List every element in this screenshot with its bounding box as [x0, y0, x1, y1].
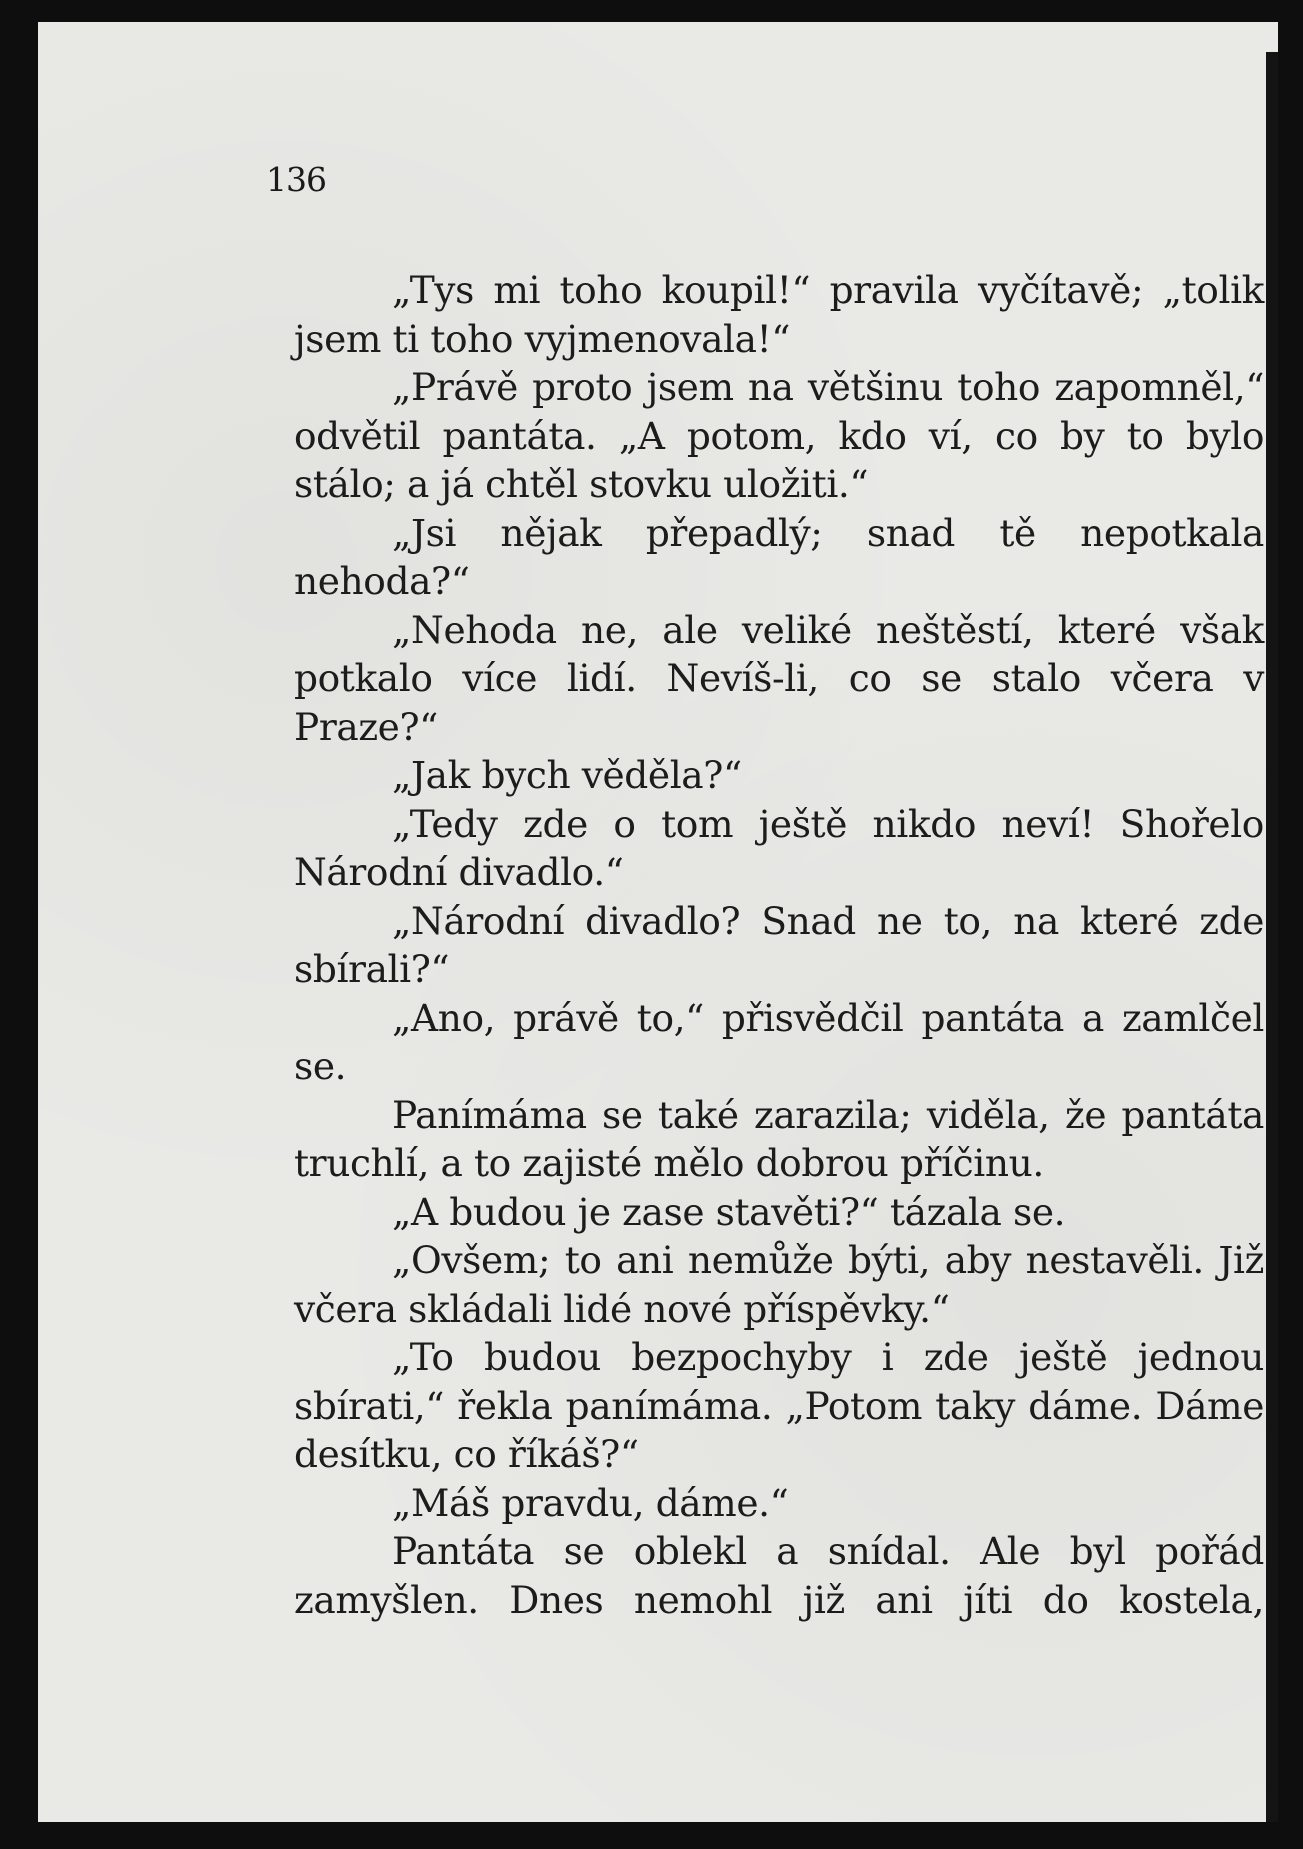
paragraph-3: „Jsi nějak přepadlý; snad tě nepotkala nehoda?“	[294, 510, 1264, 603]
book-page	[38, 22, 1278, 1822]
book-spine-edge	[1266, 52, 1278, 1822]
paragraph-13: „Máš pravdu, dáme.“	[392, 1480, 789, 1525]
paragraph-4: „Nehoda ne, ale veliké neštěstí, které však potkalo více lidí. Nevíš-li, co se stalo včera v Praze?“	[294, 607, 1264, 749]
paragraph-7: „Národní divadlo? Snad ne to, na které zde sbírali?“	[294, 898, 1264, 991]
page-number: 136	[266, 160, 326, 199]
paragraph-8: „Ano, právě to,“ přisvědčil pantáta a zamlčel se.	[294, 995, 1264, 1088]
body-text	[294, 266, 1264, 1624]
paragraph-12: „To budou bezpochyby i zde ještě jednou sbírati,“ řekla panímáma. „Potom taky dáme. Dáme desítku, co říkáš?“	[294, 1335, 1264, 1476]
paragraph-2: „Právě proto jsem na většinu toho zapomněl,“ odvětil pantáta. „A potom, kdo ví, co by to bylo stálo; a já chtěl stovku uložiti.“	[294, 365, 1264, 506]
paragraph-11: „Ovšem; to ani nemůže býti, aby nestavěli. Již včera skládali lidé nové příspěvky.“	[294, 1238, 1264, 1331]
paragraph-6: „Tedy zde o tom ještě nikdo neví! Shořelo Národní divadlo.“	[294, 801, 1264, 894]
paragraph-1: „Tys mi toho koupil!“ pravila vyčítavě; „tolik jsem ti toho vyjmenovala!“	[294, 268, 1264, 361]
paragraph-14: Pantáta se oblekl a snídal. Ale byl pořád zamyšlen. Dnes nemohl již ani jíti do kostela,	[294, 1529, 1264, 1622]
paragraph-9: Panímáma se také zarazila; viděla, že pantáta truchlí, a to zajisté mělo dobrou příčinu.	[294, 1092, 1264, 1185]
paragraph-10: „A budou je zase stavěti?“ tázala se.	[392, 1189, 1066, 1234]
paragraph-5: „Jak bych věděla?“	[392, 753, 742, 797]
